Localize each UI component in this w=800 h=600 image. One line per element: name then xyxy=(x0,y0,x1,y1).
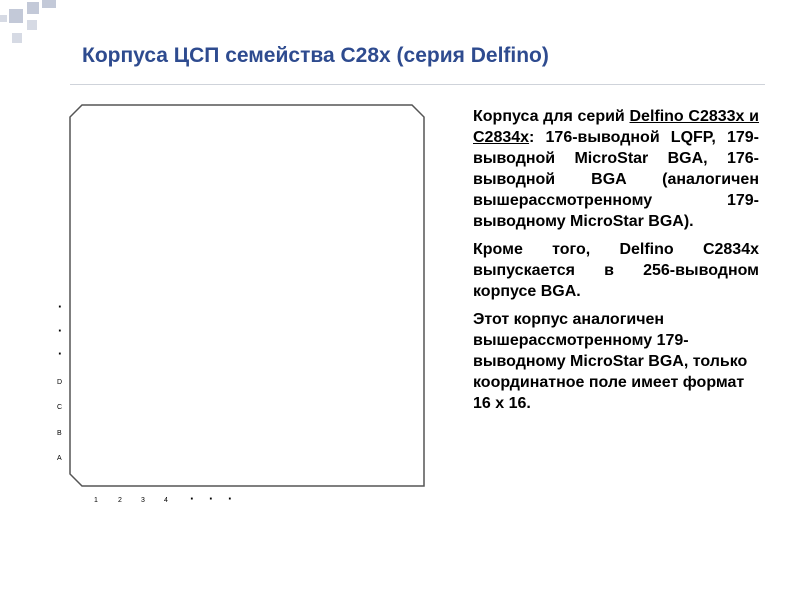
col-label: 4 xyxy=(164,497,168,504)
paragraph-packages xyxy=(473,106,759,232)
row-label: · xyxy=(58,299,63,314)
paragraph-grid-format: Этот корпус аналогичен вышерассмотренному 179-выводному MicroStar BGA, только координатное поле имеет формат 16 х 16. xyxy=(473,311,748,412)
packages-intro: Корпуса для серий xyxy=(473,108,625,125)
series-name: Delfino C2833x и C2834x xyxy=(473,108,759,146)
series-colon: : xyxy=(529,129,535,146)
row-label: C xyxy=(57,404,63,411)
col-label: 3 xyxy=(141,497,145,504)
col-label: · xyxy=(228,491,233,506)
slide-title: Корпуса ЦСП семейства C28x (серия Delfino) xyxy=(82,44,549,67)
row-label: D xyxy=(57,379,63,386)
col-label: 1 xyxy=(94,497,98,504)
row-label: · xyxy=(58,323,63,338)
description-text xyxy=(473,106,759,421)
col-label: · xyxy=(209,491,214,506)
col-label: · xyxy=(190,491,195,506)
row-label: B xyxy=(57,430,62,437)
paragraph-c2834x: Кроме того, Delfino C2834x выпускается в 256-выводном корпусе BGA. xyxy=(473,241,759,300)
packages-list: 176-выводной LQFP, 179-выводной MicroStar BGA, 176-выводной BGA (аналогичен вышерассмотренному 179-выводному MicroStar BGA). xyxy=(473,129,759,230)
row-label: A xyxy=(57,455,62,462)
col-label: 2 xyxy=(118,497,122,504)
row-label: · xyxy=(58,346,63,361)
